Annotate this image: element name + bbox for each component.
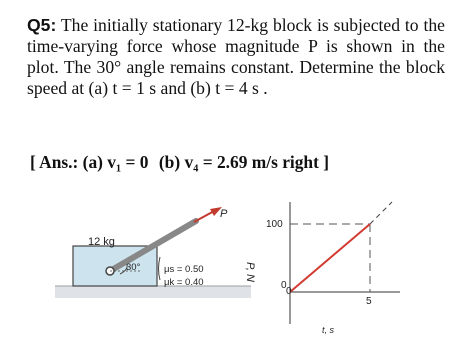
plot-y-axis-label: P, N [244, 262, 256, 282]
plot-x-tick-5: 5 [366, 296, 372, 307]
answer-part-b: (b) v₄ = 2.69 m/s right ] [158, 152, 330, 172]
problem-statement [27, 15, 445, 99]
mu-kinetic-label: μk = 0.40 [164, 277, 204, 288]
answer-part-a: [ Ans.: (a) v₁ = 0 [30, 152, 149, 172]
question-label: Q5: [27, 15, 57, 35]
problem-figure [0, 184, 464, 354]
plot-x-axis-label: t, s [322, 325, 335, 335]
mu-brace [159, 257, 161, 280]
plot-y-tick-0: 0 [281, 280, 287, 291]
plot-x-tick-0: 0 [286, 286, 292, 297]
answer-line [30, 152, 440, 173]
figure-svg [0, 184, 464, 354]
question-text: The initially stationary 12-kg block is subjected to the time-varying force whose magnitude P is shown in the plot. The 30° angle remains constant. Determine the block speed at (a) t = 1 s and (b) t = 4 s . [27, 15, 445, 98]
plot-force-line [290, 224, 370, 292]
ground-surface [55, 286, 251, 298]
force-label: P [220, 208, 228, 220]
plot-y-tick-100: 100 [266, 219, 283, 230]
angle-label: 30° [126, 262, 141, 273]
plot-extension-dashed [370, 202, 392, 224]
mu-static-label: μs = 0.50 [164, 264, 204, 275]
block-mass-label: 12 kg [88, 236, 115, 248]
